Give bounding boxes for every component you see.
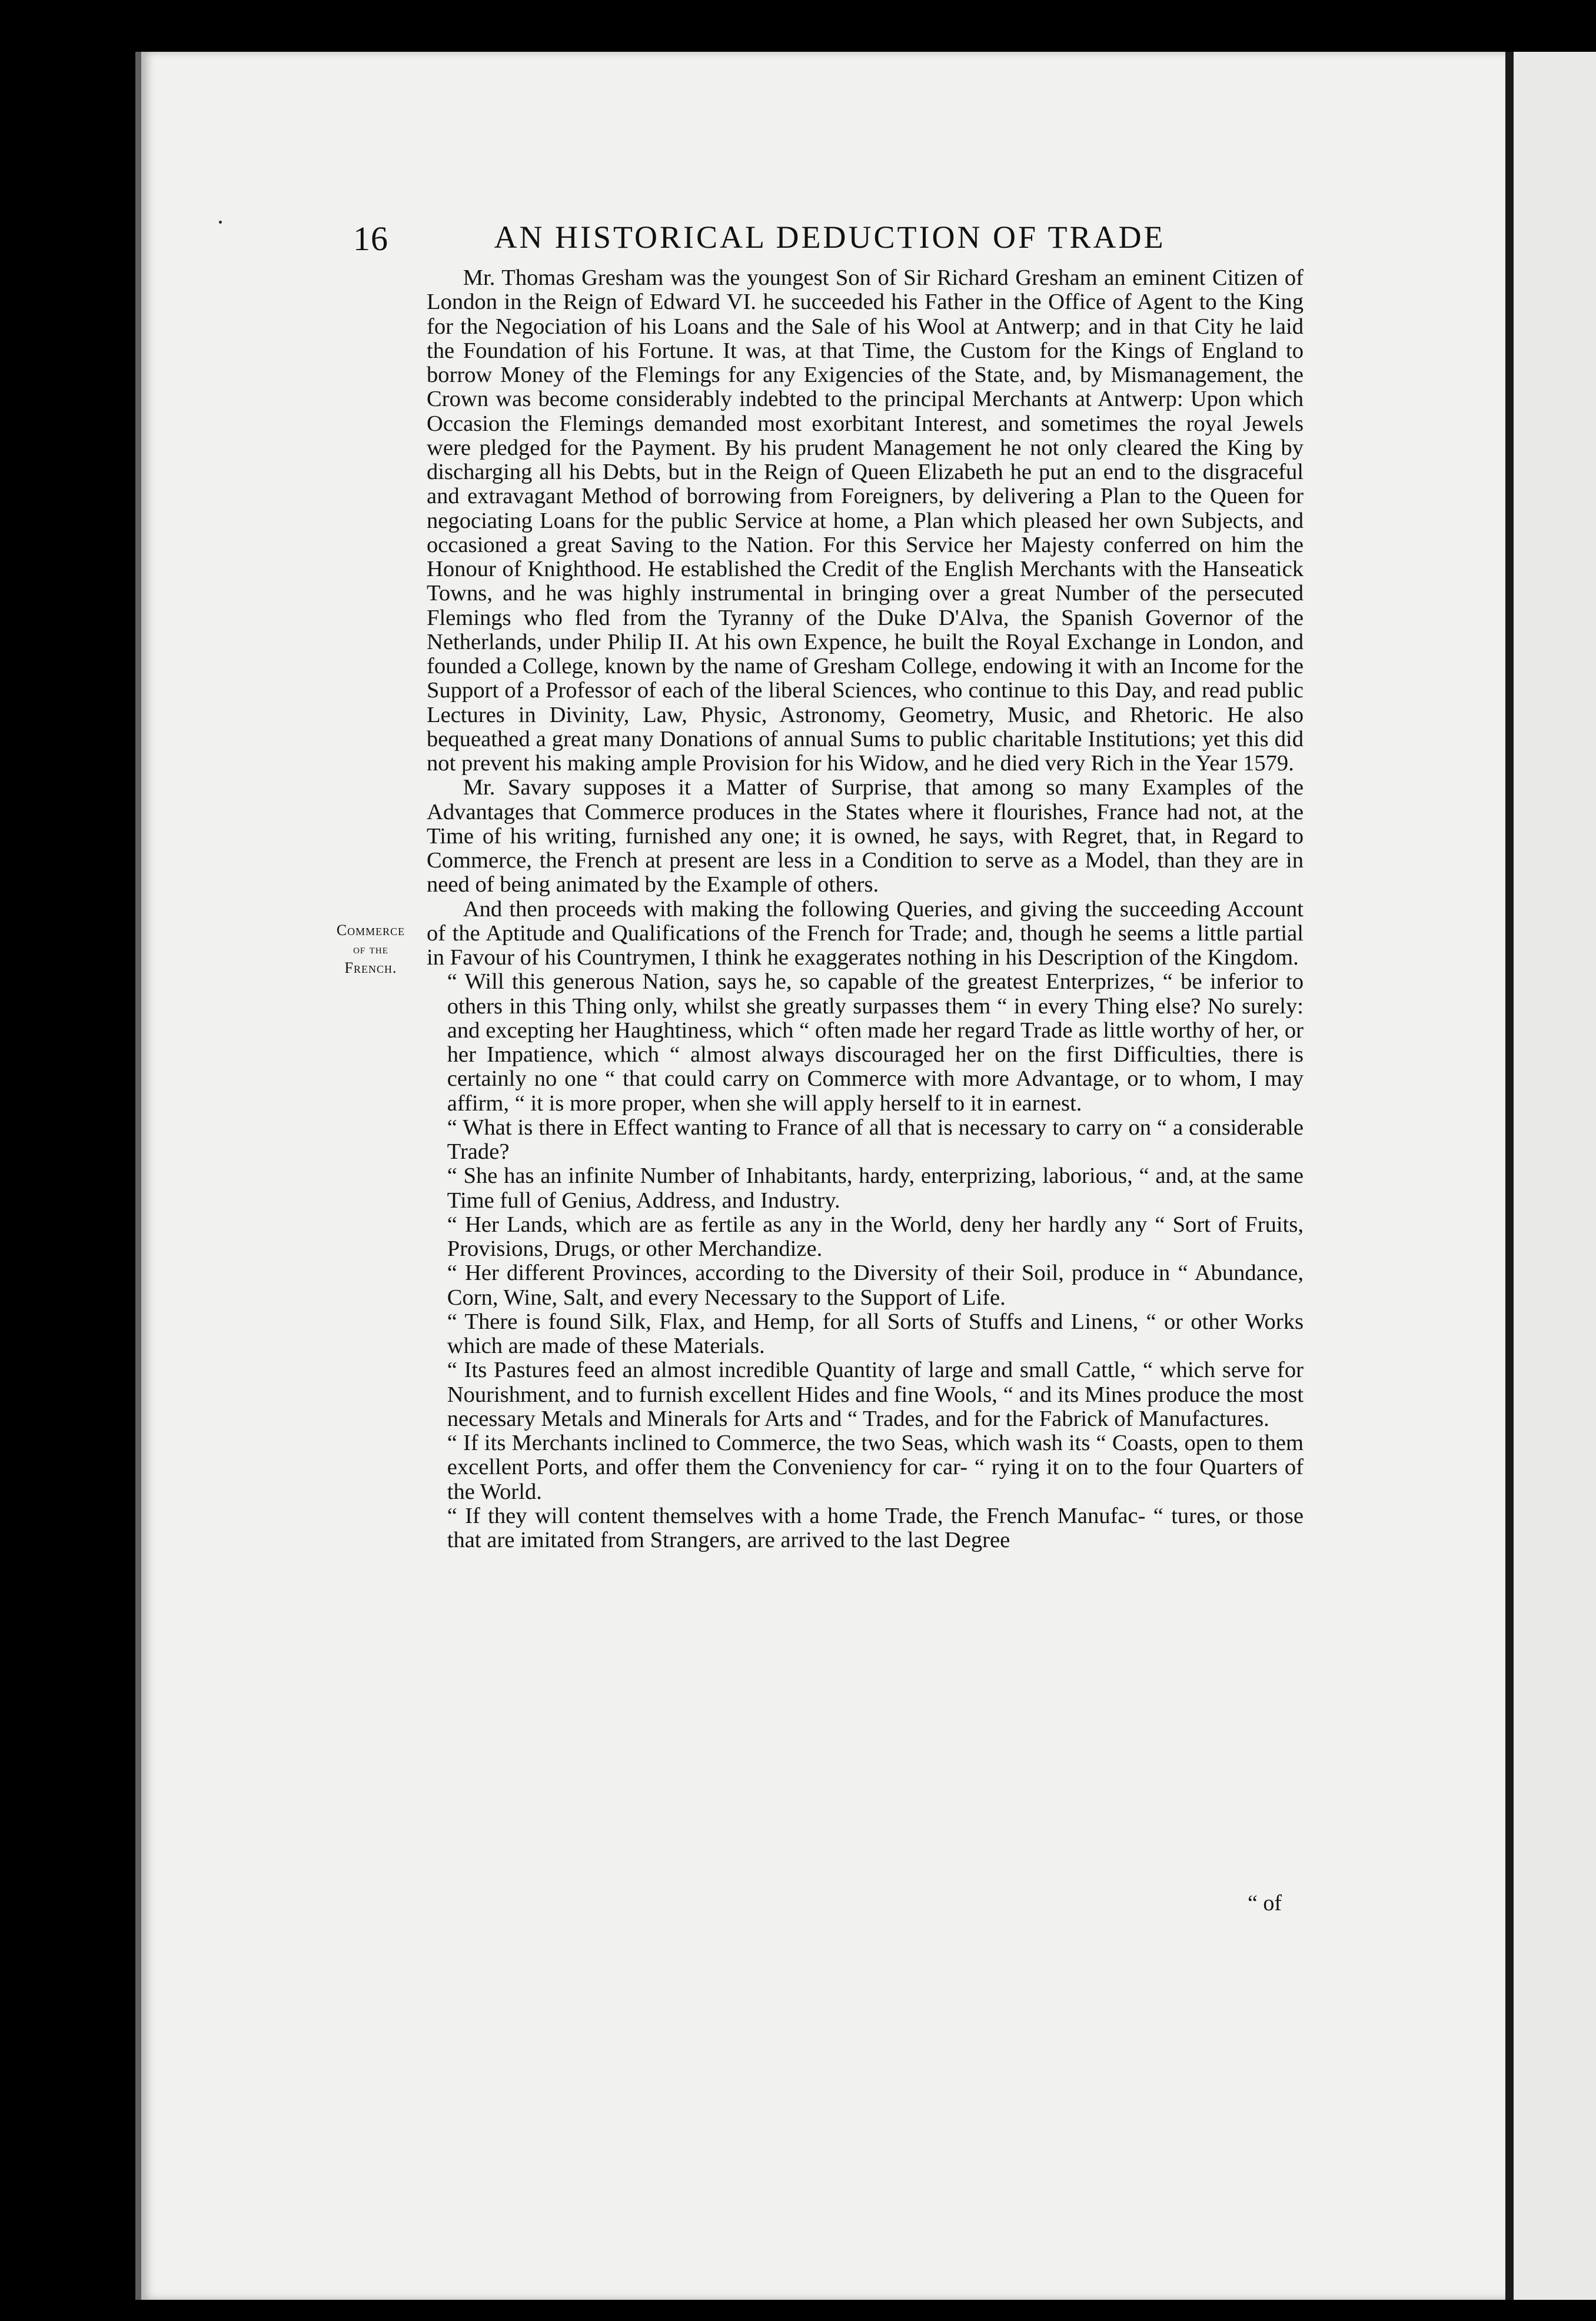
margin-note: [321, 921, 421, 977]
margin-note-line: of the: [353, 942, 388, 956]
quote-paragraph: “ Its Pastures feed an almost incredible Quantity of large and small Cattle, “ which serve for Nourishment, and to furnish excellent Hides and fine Wools, “ and its Mines produce the most necessary Metals and Minerals for Arts and “ Trades, and for the Fabrick of Manufactures.: [447, 1358, 1304, 1431]
frame-left-edge: [135, 52, 141, 2300]
paragraph-savary: Mr. Savary supposes it a Matter of Surprise, that among so many Examples of the Advantages that Commerce produces in the States where it flourishes, France had not, at the Time of his writing, furnished any one; it is owned, he says, with Regret, that, in Regard to Commerce, the French at present are less in a Condition to serve as a Model, than they are in need of being animated by the Example of others.: [427, 775, 1304, 897]
quote-paragraph: “ There is found Silk, Flax, and Hemp, for all Sorts of Stuffs and Linens, “ or other Works which are made of these Materials.: [447, 1309, 1304, 1358]
paragraph-gresham: Mr. Thomas Gresham was the youngest Son of Sir Richard Gresham an eminent Citizen of London in the Reign of Edward VI. he succeeded his Father in the Office of Agent to the King for the Negociation of his Loans and the Sale of his Wool at Antwerp; and in that City he laid the Foundation of his Fortune. It was, at that Time, the Custom for the Kings of England to borrow Money of the Flemings for any Exigencies of the State, and, by Mismanagement, the Crown was become considerably indebted to the principal Merchants at Antwerp: Upon which Occasion the Flemings demanded most exorbitant Interest, and sometimes the royal Jewels were pledged for the Payment. By his prudent Management he not only cleared the King by discharging all his Debts, but in the Reign of Queen Elizabeth he put an end to the disgraceful and extravagant Method of borrowing from Foreigners, by delivering a Plan to the Queen for negociating Loans for the public Service at home, a Plan which pleased her own Subjects, and occasioned a great Saving to the Nation. For this Service her Majesty conferred on him the Honour of Knighthood. He established the Credit of the English Merchants with the Hanseatick Towns, and he was highly instrumental in bringing over a great Number of the persecuted Flemings who fled from the Tyranny of the Duke D'Alva, the Spanish Governor of the Netherlands, under Philip II. At his own Expence, he built the Royal Exchange in London, and founded a College, known by the name of Gresham College, endowing it with an Income for the Support of a Professor of each of the liberal Sciences, who continue to this Day, and read public Lectures in Divinity, Law, Physic, Astronomy, Geometry, Music, and Rhetoric. He also bequeathed a great many Donations of annual Sums to public charitable Institutions; yet this did not prevent his making ample Provision for his Widow, and he died very Rich in the Year 1579.: [427, 265, 1304, 776]
body-text: [427, 266, 1304, 1552]
page-number: 16: [353, 220, 388, 258]
margin-note-line: Commerce: [336, 922, 405, 939]
paragraph-queries: And then proceeds with making the following Queries, and giving the succeeding Account of the Aptitude and Qualifications of the French for Trade; and, though he seems a little partial in Favour of his Countrymen, I think he exaggerates nothing in his Description of the Kingdom.: [427, 896, 1304, 970]
ink-speck: [219, 221, 222, 224]
catchword: “ of: [1248, 1891, 1282, 1916]
quote-paragraph: “ If its Merchants inclined to Commerce, the two Seas, which wash its “ Coasts, open to them excellent Ports, and offer them the Conveniency for car- “ rying it on to the four Quarters of the World.: [447, 1431, 1304, 1504]
quote-paragraph: “ She has an infinite Number of Inhabitants, hardy, enterprizing, laborious, “ and, at the same Time full of Genius, Address, and Industry.: [447, 1163, 1304, 1213]
margin-note-line: French.: [344, 959, 397, 976]
quote-paragraph: “ Will this generous Nation, says he, so capable of the greatest Enterprizes, “ be inferior to others in this Thing only, whilst she greatly surpasses them “ in every Thing else? No surely: and excepting her Haughtiness, which “ often made her regard Trade as little worthy of her, or her Impatience, which “ almost always discouraged her on the first Difficulties, there is certainly no one “ that could carry on Commerce with more Advantage, or to whom, I may affirm, “ it is more proper, when she will apply herself to it in earnest.: [447, 969, 1304, 1116]
running-title: AN HISTORICAL DEDUCTION OF TRADE: [494, 220, 1166, 255]
quote-paragraph: “ Her Lands, which are as fertile as any in the World, deny her hardly any “ Sort of Fruits, Provisions, Drugs, or other Merchandize.: [447, 1212, 1304, 1261]
quote-paragraph: “ If they will content themselves with a home Trade, the French Manufac- “ tures, or those that are imitated from Strangers, are arrived to the last Degree: [447, 1503, 1304, 1552]
next-page-sliver: [1514, 52, 1596, 2300]
quote-paragraph: “ Her different Provinces, according to the Diversity of their Soil, produce in “ Abundance, Corn, Wine, Salt, and every Necessary to the Support of Life.: [447, 1261, 1304, 1310]
page-gutter: [1505, 52, 1514, 2300]
page-header: [353, 212, 1306, 265]
quote-paragraph: “ What is there in Effect wanting to France of all that is necessary to carry on “ a considerable Trade?: [447, 1115, 1304, 1164]
